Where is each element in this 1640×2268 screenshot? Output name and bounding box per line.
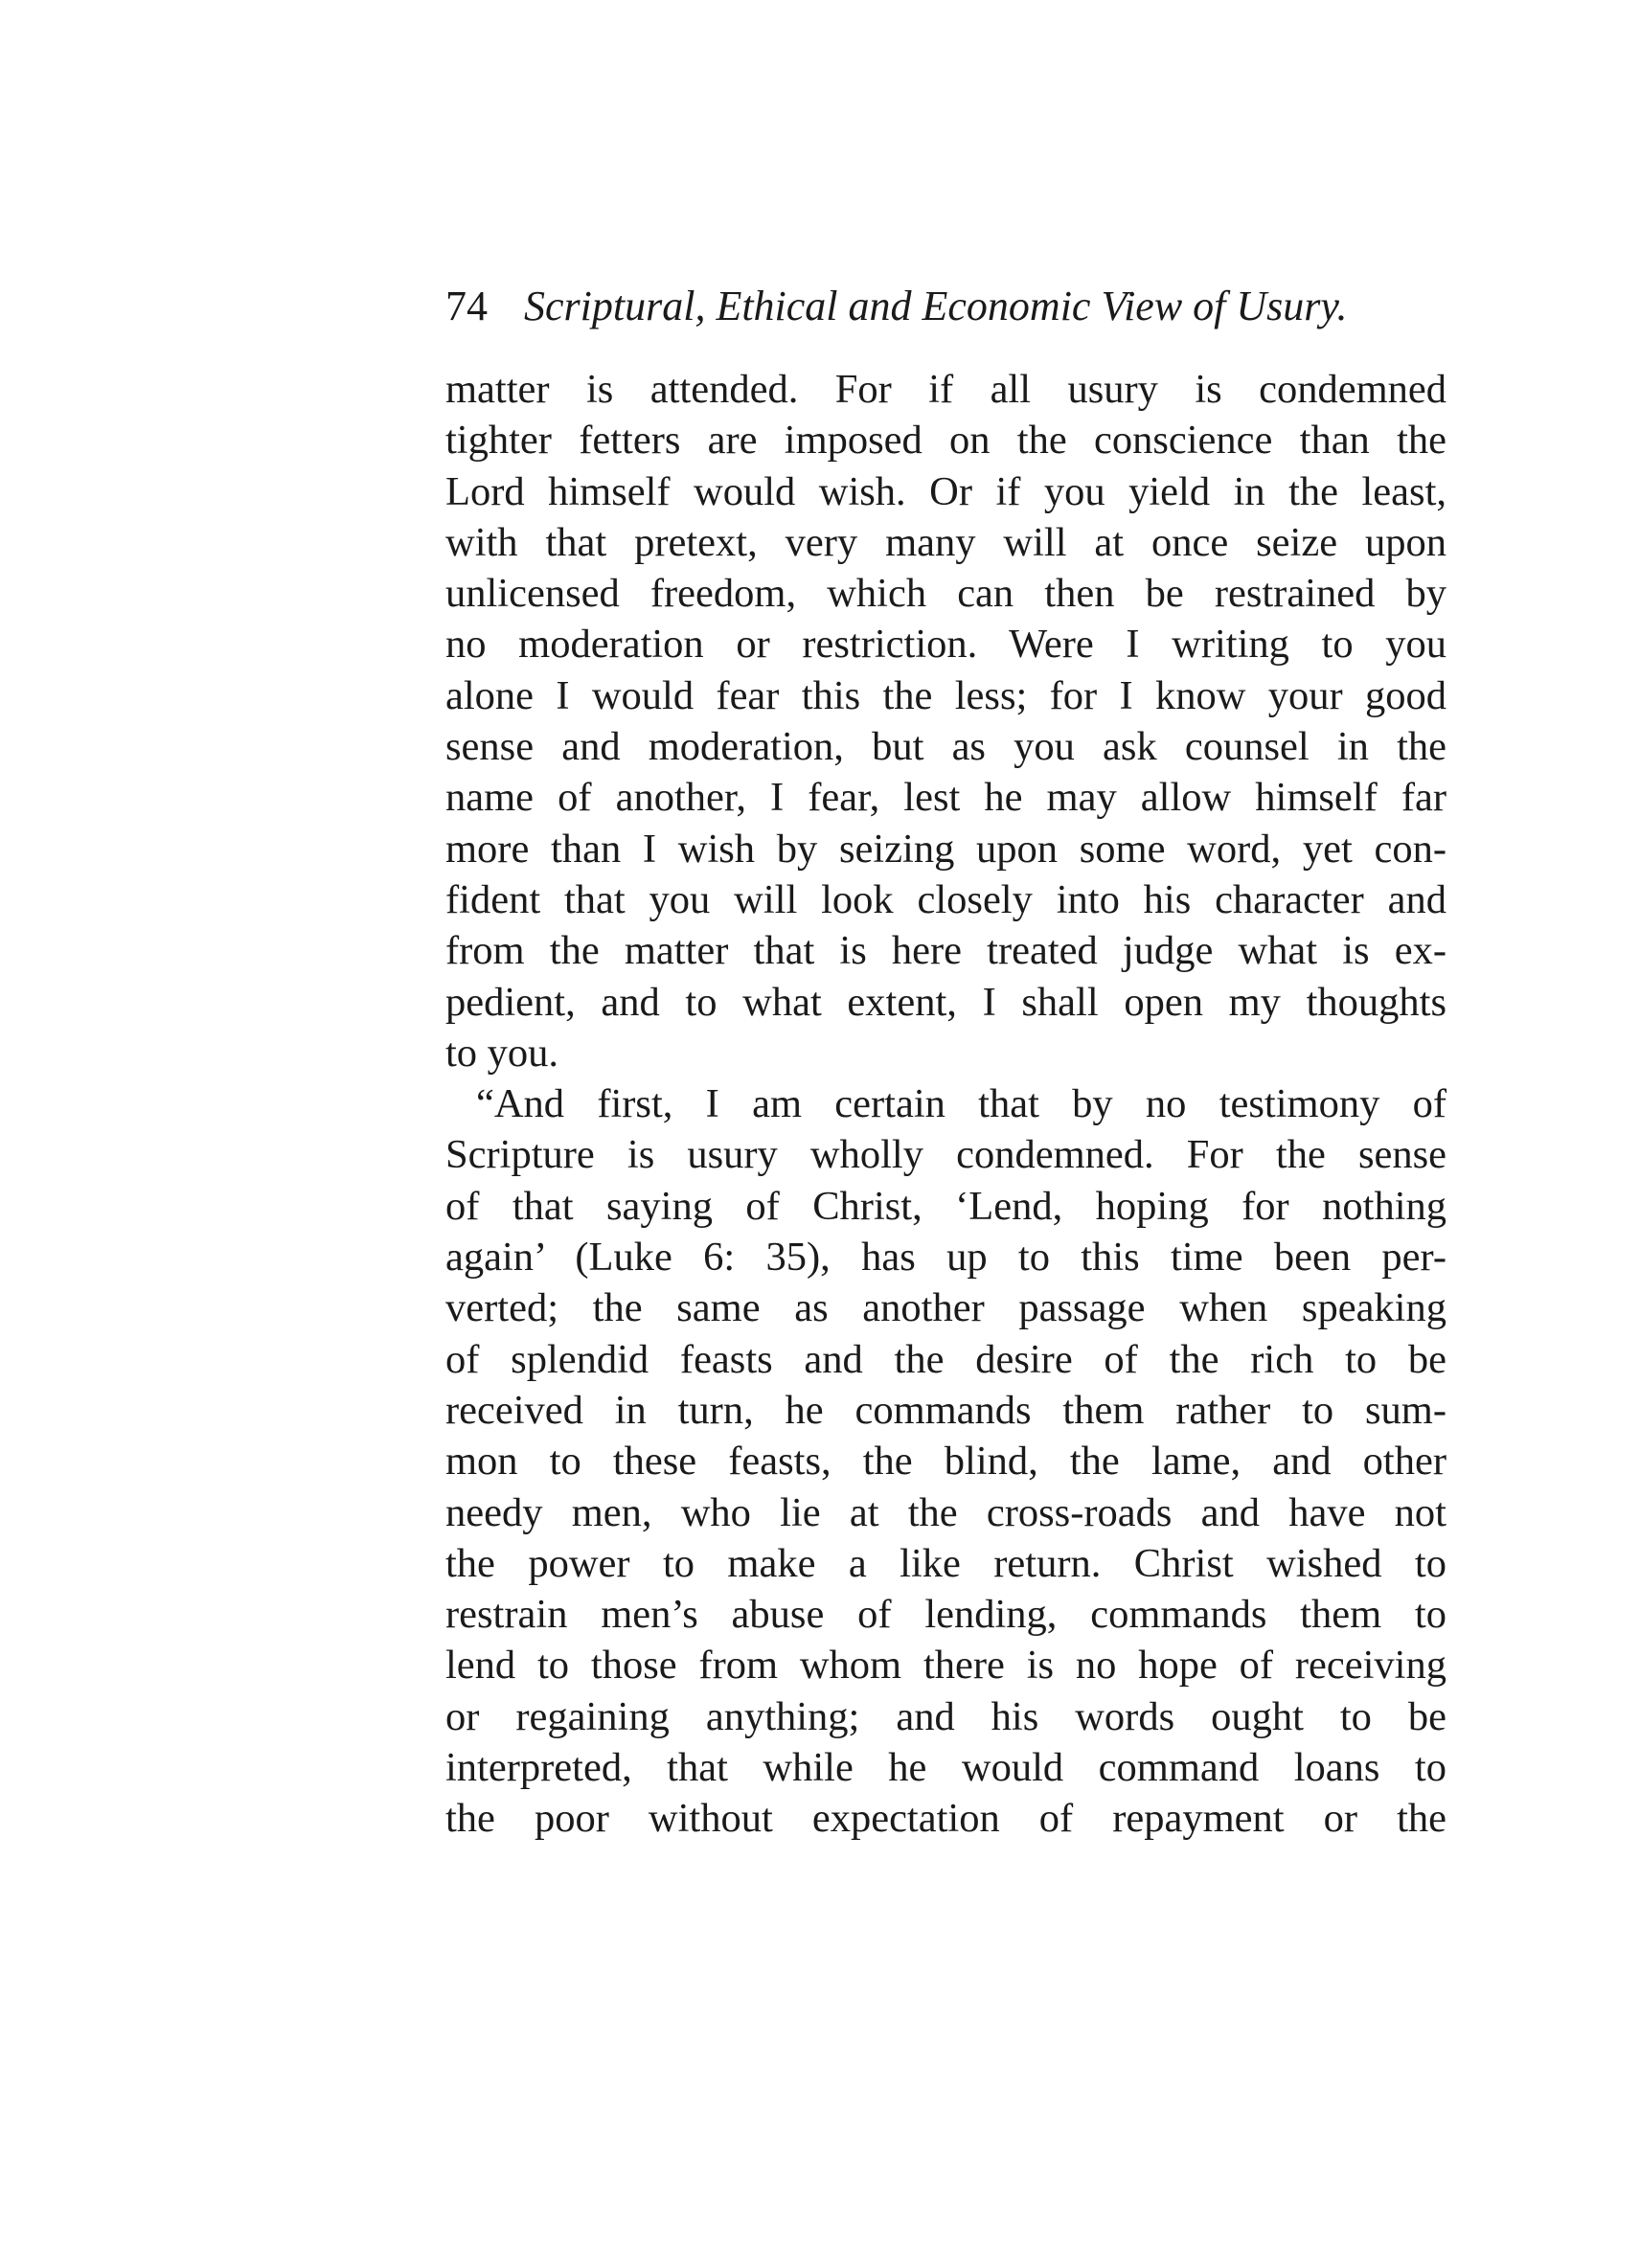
text-line: tighter fetters are imposed on the conscience than the	[445, 418, 1446, 464]
text-line: lend to those from whom there is no hope of receiving	[445, 1643, 1446, 1689]
text-line: sense and moderation, but as you ask counsel in the	[445, 724, 1446, 770]
page-number: 74	[445, 283, 488, 329]
text-line: received in turn, he commands them rather to sum-	[445, 1387, 1446, 1433]
text-line: name of another, I fear, lest he may allow himself far	[445, 775, 1446, 821]
text-line: pedient, and to what extent, I shall open my thoughts	[445, 979, 1446, 1025]
text-line: of that saying of Christ, ‘Lend, hoping for nothing	[445, 1183, 1446, 1229]
text-line: again’ (Luke 6: 35), has up to this time been per-	[445, 1235, 1446, 1281]
text-line: matter is attended. For if all usury is condemned	[445, 367, 1446, 412]
text-line: from the matter that is here treated judge what is ex-	[445, 928, 1446, 974]
text-line: no moderation or restriction. Were I writing to you	[445, 622, 1446, 668]
text-line: verted; the same as another passage when speaking	[445, 1285, 1446, 1331]
text-line: alone I would fear this the less; for I know your good	[445, 672, 1446, 718]
text-line: mon to these feasts, the blind, the lame, and other	[445, 1439, 1446, 1485]
text-line: with that pretext, very many will at once seize upon	[445, 519, 1446, 565]
text-line: Scripture is usury wholly condemned. For the sense	[445, 1132, 1446, 1178]
running-head	[445, 278, 1451, 335]
text-line: restrain men’s abuse of lending, commands them to	[445, 1592, 1446, 1638]
text-line: of splendid feasts and the desire of the rich to be	[445, 1336, 1446, 1382]
text-line: interpreted, that while he would command loans to	[445, 1745, 1446, 1791]
text-line: fident that you will look closely into his character and	[445, 876, 1446, 922]
text-line: or regaining anything; and his words ought to be	[445, 1693, 1446, 1739]
text-line: unlicensed freedom, which can then be restrained by	[445, 571, 1446, 617]
paragraph-start-line: “And first, I am certain that by no testimony of	[476, 1081, 1446, 1127]
running-title: Scriptural, Ethical and Economic View of Usury.	[524, 283, 1348, 329]
body-text	[445, 364, 1446, 1845]
text-line: more than I wish by seizing upon some word, yet con-	[445, 826, 1446, 872]
text-line: the poor without expectation of repayment or the	[445, 1796, 1446, 1842]
text-line: needy men, who lie at the cross-roads and have not	[445, 1489, 1446, 1535]
paragraph-end-line: to you.	[445, 1030, 559, 1076]
text-line: the power to make a like return. Christ wished to	[445, 1540, 1446, 1586]
text-line: Lord himself would wish. Or if you yield in the least,	[445, 468, 1446, 514]
